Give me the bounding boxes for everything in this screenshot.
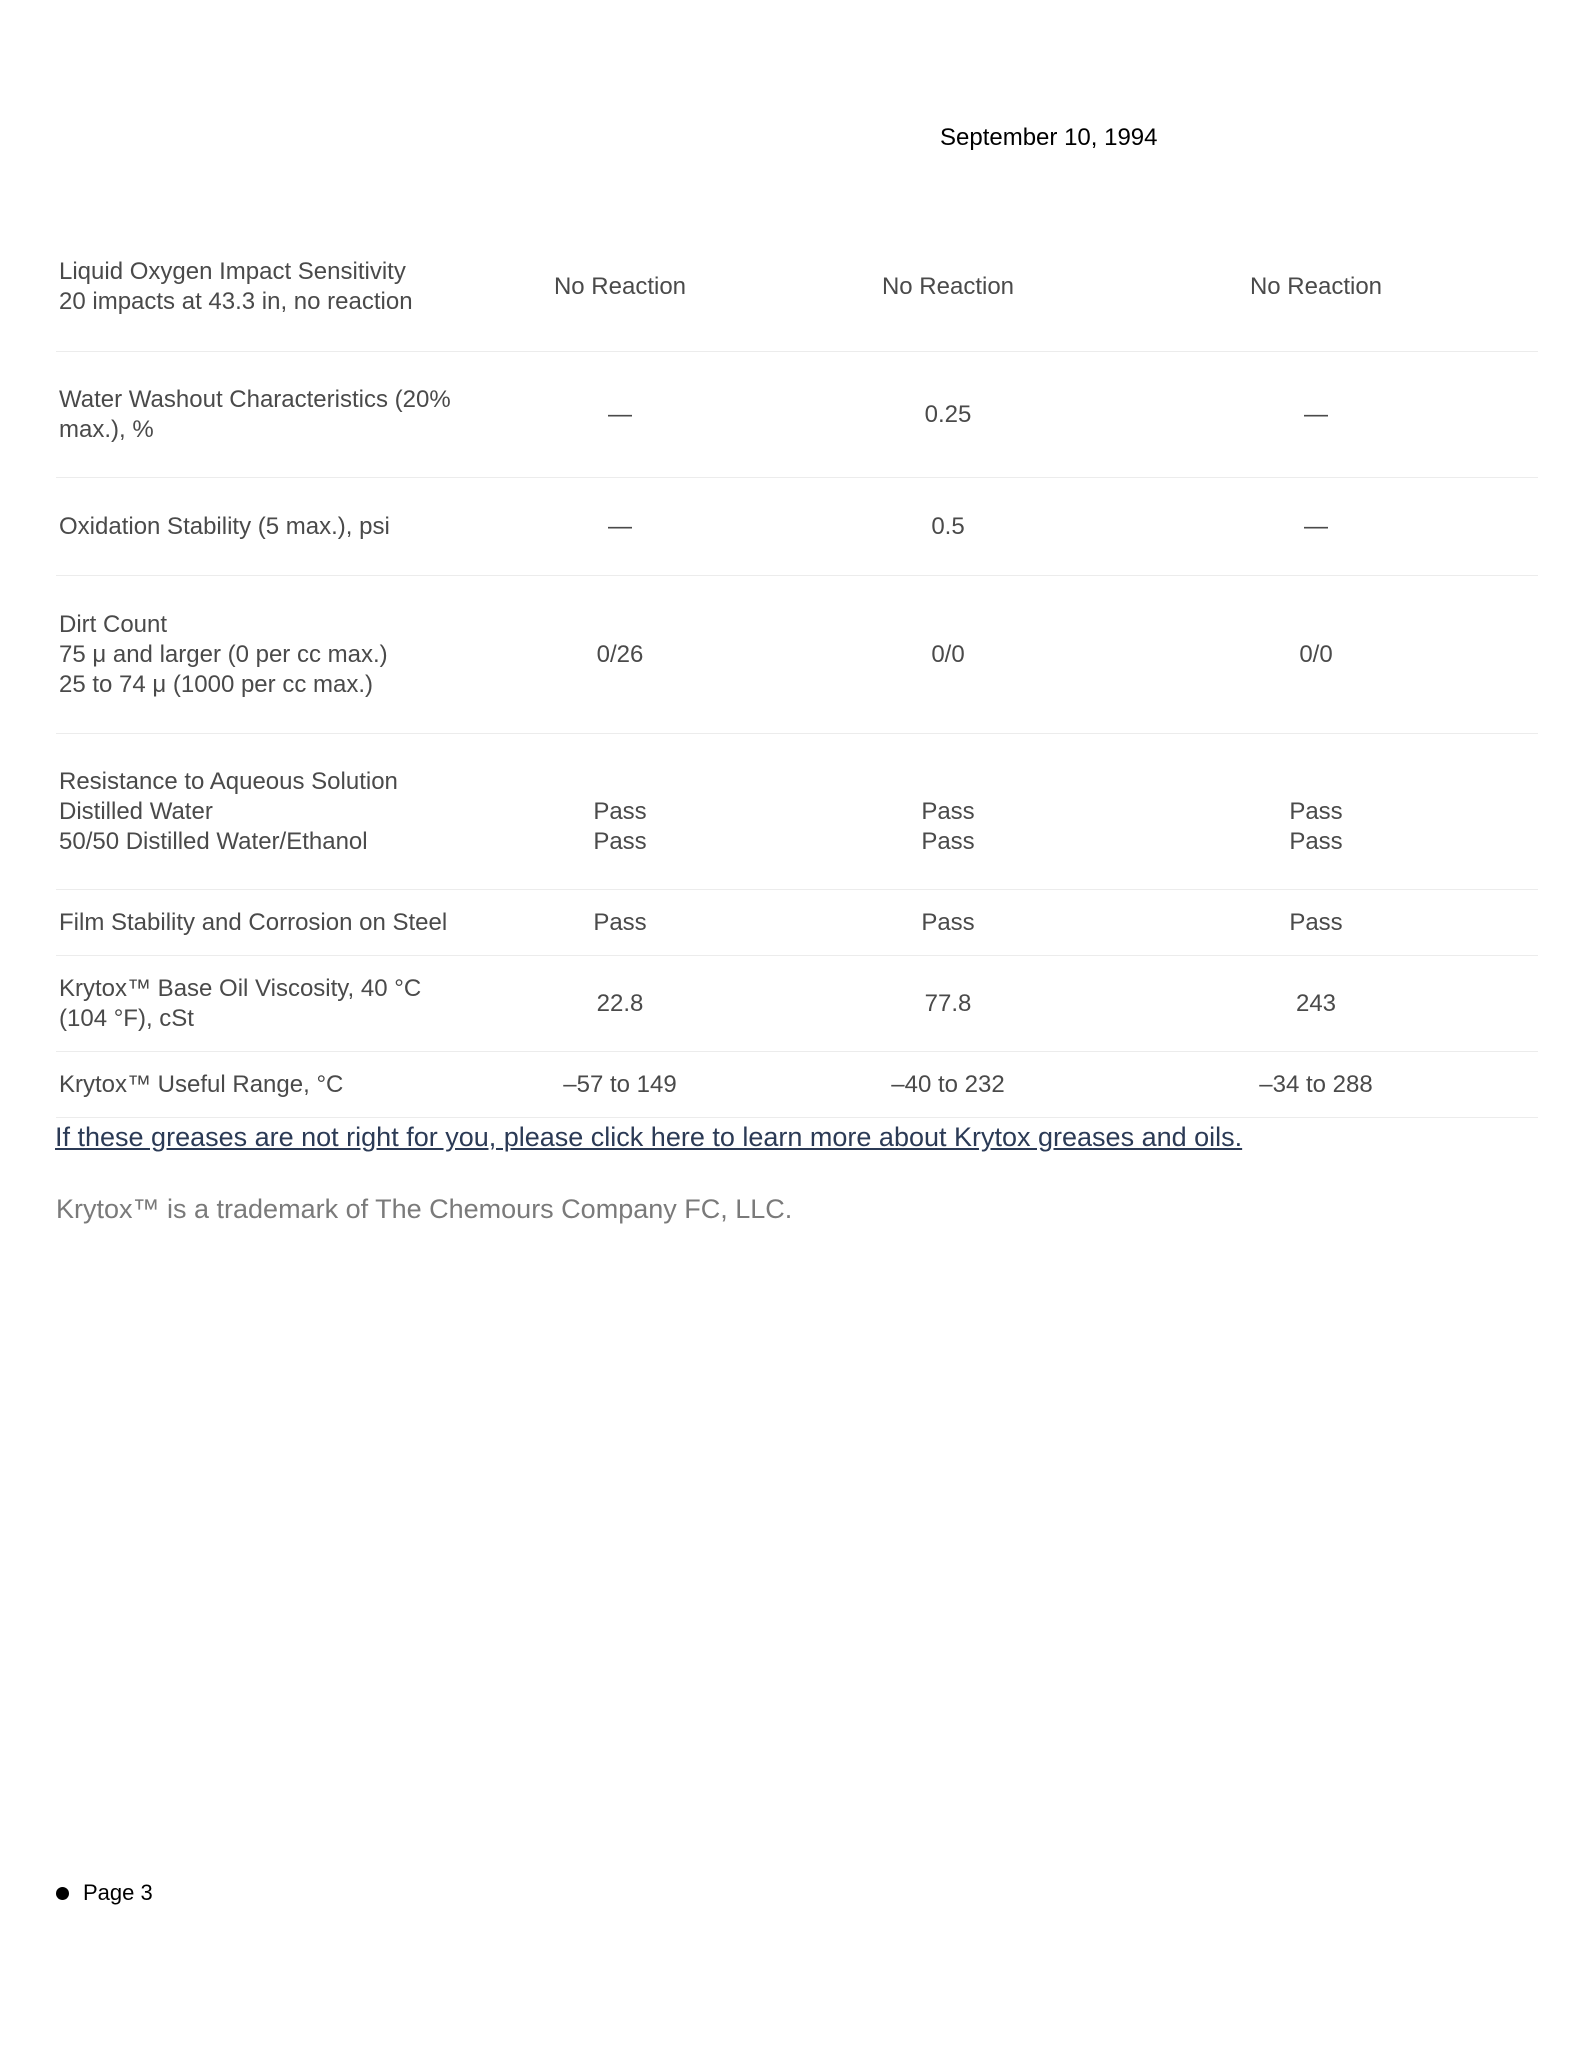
table-cell: — (1304, 512, 1328, 540)
table-cell: –57 to 149 (563, 1070, 677, 1098)
table-cell: Pass Pass (921, 797, 975, 855)
table-cell: No Reaction (1249, 272, 1383, 300)
table-cell: 77.8 (924, 989, 972, 1017)
table-row (56, 478, 1538, 576)
table-cell: 0.5 (931, 512, 965, 540)
spec-table (56, 222, 1538, 1118)
table-cell: Pass (921, 908, 975, 936)
table-row (56, 222, 1538, 352)
table-cell: No Reaction (553, 272, 687, 300)
row-label: Krytox™ Useful Range, °C (59, 1070, 344, 1098)
row-label: Water Washout Characteristics (20% max.), % (59, 385, 451, 443)
row-label: Krytox™ Base Oil Viscosity, 40 °C (104 °F), cSt (59, 974, 422, 1032)
learn-more-link[interactable]: If these greases are not right for you, please click here to learn more about Krytox greases and oils. (55, 1122, 1243, 1152)
trademark-notice: Krytox™ is a trademark of The Chemours Company FC, LLC. (56, 1194, 793, 1224)
table-row (56, 956, 1538, 1052)
table-cell: Pass Pass (1289, 797, 1343, 855)
bullet-icon (56, 1887, 69, 1900)
document-date: September 10, 1994 (940, 124, 1158, 151)
table-cell: No Reaction (881, 272, 1015, 300)
table-cell: 0/0 (931, 640, 965, 668)
table-row (56, 890, 1538, 956)
table-cell: –40 to 232 (891, 1070, 1005, 1098)
table-cell: 243 (1295, 989, 1337, 1017)
table-cell: Pass Pass (593, 797, 647, 855)
row-label: Liquid Oxygen Impact Sensitivity 20 impacts at 43.3 in, no reaction (59, 257, 413, 315)
table-cell: — (608, 400, 632, 428)
page-footer (56, 1880, 153, 1906)
row-label: Resistance to Aqueous Solution Distilled Water 50/50 Distilled Water/Ethanol (59, 767, 398, 855)
page-number: Page 3 (83, 1880, 153, 1905)
table-cell: 0.25 (924, 400, 972, 428)
table-row (56, 734, 1538, 890)
table-cell: 22.8 (596, 989, 644, 1017)
row-label: Film Stability and Corrosion on Steel (59, 908, 448, 936)
table-row (56, 576, 1538, 734)
table-cell: 0/0 (1299, 640, 1333, 668)
table-cell: Pass (593, 908, 647, 936)
table-cell: 0/26 (596, 640, 644, 668)
row-label: Oxidation Stability (5 max.), psi (59, 512, 390, 540)
table-cell: –34 to 288 (1259, 1070, 1373, 1098)
table-row (56, 1052, 1538, 1118)
table-cell: Pass (1289, 908, 1343, 936)
table-row (56, 352, 1538, 478)
row-label: Dirt Count 75 μ and larger (0 per cc max.) 25 to 74 μ (1000 per cc max.) (59, 610, 388, 698)
table-cell: — (1304, 400, 1328, 428)
table-cell: — (608, 512, 632, 540)
